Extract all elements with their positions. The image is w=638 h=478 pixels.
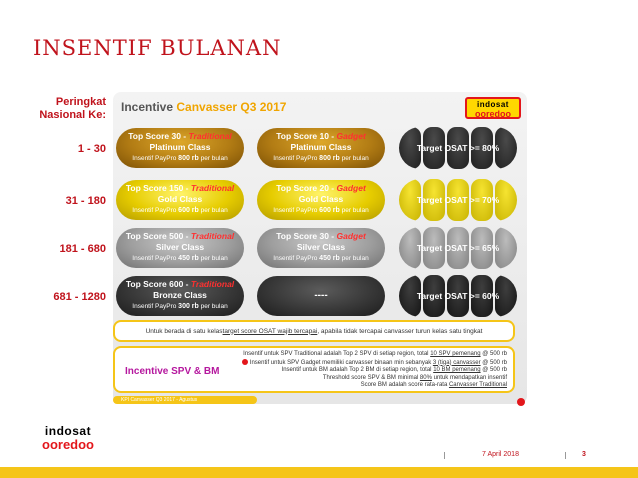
- spv-bm-rules: [207, 351, 507, 390]
- pill-class: Gold Class: [298, 194, 344, 204]
- spv-bm-box: [113, 346, 515, 393]
- rank-label: 181 - 680: [59, 243, 106, 255]
- traditional-gold-pill: [116, 180, 244, 220]
- gadget-silver-pill: [257, 228, 385, 268]
- traditional-bronze-pill: [116, 276, 244, 316]
- logo-line-2: ooredoo: [42, 437, 94, 452]
- target-osat-platinum: [399, 127, 517, 169]
- pill-incentive: Insentif PayPro 300 rb per bulan: [132, 303, 228, 310]
- pill-incentive: Insentif PayPro 450 rb per bulan: [273, 255, 369, 262]
- ranking-header: Peringkat Nasional Ke:: [39, 96, 106, 121]
- target-label: Target OSAT >= 65%: [416, 243, 500, 253]
- spv-rule-line: Insentif untuk SPV Gadget memiliki canvasser binaan min sebanyak 3 (tiga) canvasser @ 500 rb: [207, 359, 507, 368]
- target-label: Target OSAT >= 80%: [416, 143, 500, 153]
- pill-incentive: Insentif PayPro 800 rb per bulan: [273, 155, 369, 162]
- traditional-platinum-pill: [116, 128, 244, 168]
- pill-title: Top Score 30 - Gadget: [276, 231, 366, 241]
- logo-line-1: indosat: [44, 424, 92, 438]
- page-number: 3: [582, 451, 586, 458]
- pill-title: Top Score 10 - Gadget: [276, 131, 366, 141]
- pill-incentive: Insentif PayPro 600 rb per bulan: [273, 207, 369, 214]
- logo-line-1: indosat: [477, 100, 509, 109]
- class-rule-note: Untuk berada di satu kelas target score OSAT wajib tercapai , apabila tidak tercapai canvasser turun kelas satu tingkat: [113, 320, 515, 342]
- gadget-gold-pill: [257, 180, 385, 220]
- target-osat-bronze: [399, 275, 517, 317]
- target-osat-silver: [399, 227, 517, 269]
- footer-divider: [444, 452, 445, 459]
- spv-rule-line: Insentif untuk BM adalah Top 2 BM di setiap region, total 10 BM pemenang @ 500 rb: [281, 367, 507, 373]
- rank-label: 31 - 180: [65, 195, 106, 207]
- footer-divider: [565, 452, 566, 459]
- footer-date: 7 April 2018: [482, 451, 519, 458]
- pill-class: Silver Class: [296, 242, 346, 252]
- pill-incentive: Insentif PayPro 450 rb per bulan: [132, 255, 228, 262]
- gadget-platinum-pill: [257, 128, 385, 168]
- target-osat-gold: [399, 179, 517, 221]
- pill-incentive: Insentif PayPro 800 rb per bulan: [132, 155, 228, 162]
- red-dot-icon: [517, 398, 525, 406]
- spv-rule-line: Score BM adalah score rata-rata Canvasser Traditional: [360, 382, 507, 388]
- pill-title: Top Score 500 - Traditional: [125, 231, 235, 241]
- pill-class: Silver Class: [155, 242, 205, 252]
- pill-title: Top Score 600 - Traditional: [125, 279, 235, 289]
- pill-class: Gold Class: [157, 194, 203, 204]
- pill-title: Top Score 30 - Traditional: [128, 131, 232, 141]
- pill-title: Top Score 20 - Gadget: [276, 183, 366, 193]
- traditional-silver-pill: [116, 228, 244, 268]
- target-label: Target OSAT >= 60%: [416, 291, 500, 301]
- indosat-ooredoo-logo-footer: [32, 425, 104, 451]
- pill-empty: ----: [314, 290, 328, 301]
- panel-title: [121, 100, 286, 114]
- pill-class: Platinum Class: [290, 142, 352, 152]
- spv-rule-line: Insentif untuk SPV Traditional adalah Top 2 SPV di setiap region, total 10 SPV pemenang @ 500 rb: [243, 351, 507, 357]
- panel-title-accent: Canvasser Q3 2017: [176, 100, 287, 114]
- rank-label: 681 - 1280: [53, 291, 106, 303]
- new-badge-icon: [242, 359, 248, 365]
- rank-label: 1 - 30: [77, 143, 106, 155]
- target-label: Target OSAT >= 70%: [416, 195, 500, 205]
- spv-rule-line: Threshold score SPV & BM minimal 80% untuk mendapatkan insentif: [322, 374, 507, 381]
- indosat-ooredoo-logo: [465, 97, 521, 119]
- panel-title-prefix: Incentive: [121, 100, 174, 114]
- gadget-empty-pill: [257, 276, 385, 316]
- pill-class: Platinum Class: [149, 142, 211, 152]
- logo-line-2: ooredoo: [475, 109, 511, 119]
- slide-title: INSENTIF BULANAN: [33, 36, 282, 60]
- spv-bm-title: Incentive SPV & BM: [125, 366, 220, 377]
- pill-class: Bronze Class: [153, 290, 207, 300]
- period-banner: KPI Canvasser Q3 2017 - Agustus: [113, 396, 257, 404]
- pill-title: Top Score 150 - Traditional: [125, 183, 235, 193]
- bottom-brand-bar: [0, 467, 638, 478]
- pill-incentive: Insentif PayPro 600 rb per bulan: [132, 207, 228, 214]
